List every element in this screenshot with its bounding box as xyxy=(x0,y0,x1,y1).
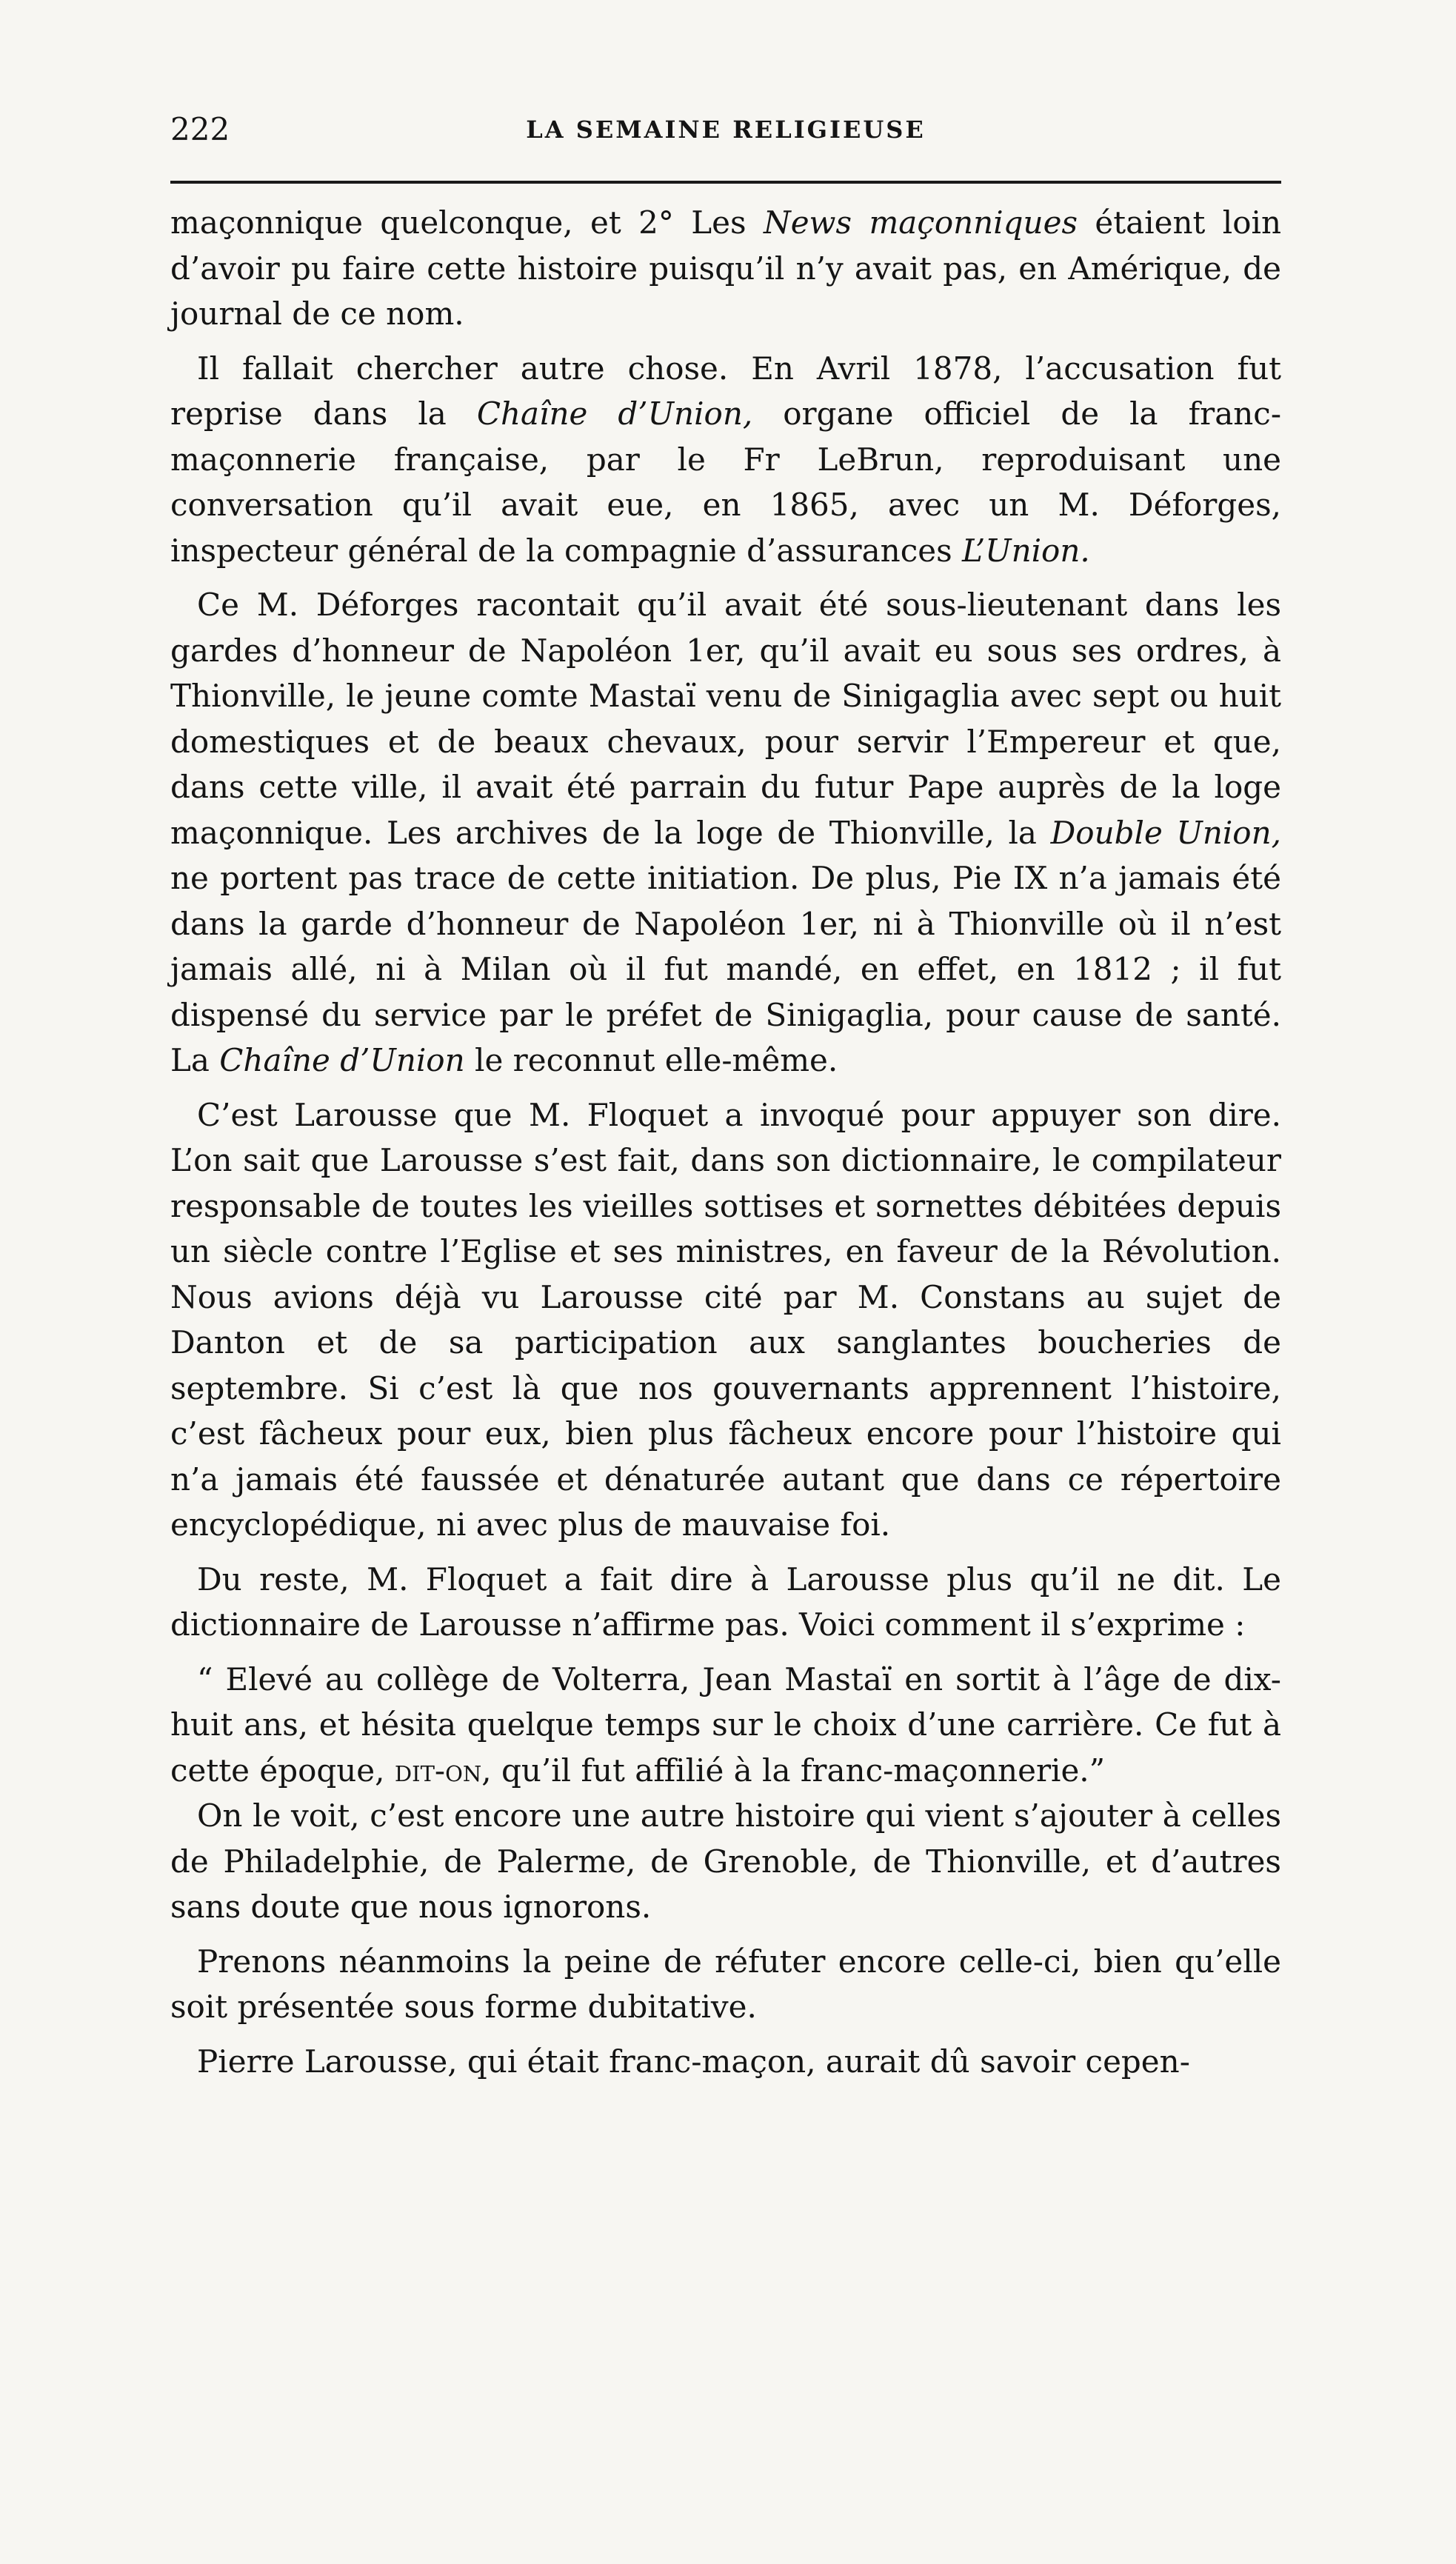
paragraph-7: On le voit, c’est encore une autre histoire qui vient s’ajouter à celles de Philadelphie, de Palerme, de Grenoble, de Thionville, et d’autres sans doute que nous ignorons. xyxy=(170,1797,1281,1925)
running-head xyxy=(170,111,1281,156)
italic-title: Double Union, xyxy=(1050,814,1281,851)
paragraph-1 xyxy=(170,200,1281,337)
quotation xyxy=(170,1657,1281,1794)
italic-title: Chaîne d’Union, xyxy=(476,395,753,432)
text-run: “ Elevé au collège de Volterra, Jean Mastaï en sortit à l’âge de dix-huit ans, et hésita quelque temps sur le choix d’une carrière. Ce fut à cette époque, xyxy=(170,1660,1281,1789)
page xyxy=(170,111,1281,2093)
text-run: organe officiel de la franc-maçonnerie française, par le Fr LeBrun, reproduisant une conversation qu’il avait eue, en 1865, avec un M. Déforges, inspecteur général de la compagnie d’assurances xyxy=(170,395,1282,569)
paragraph-8: Prenons néanmoins la peine de réfuter encore celle-ci, bien qu’elle soit présentée sous forme dubitative. xyxy=(170,1943,1281,2025)
italic-title: L’Union. xyxy=(962,532,1090,569)
paragraph-3 xyxy=(170,582,1281,1084)
text-run: étaient loin d’avoir pu faire cette histoire puisqu’il n’y avait pas, en Amérique, de journal de ce nom. xyxy=(170,204,1281,332)
text-run: Ce M. Déforges racontait qu’il avait été sous-lieutenant dans les gardes d’honneur de Napoléon 1er, qu’il avait eu sous ses ordres, à Thionville, le jeune comte Mastaï venu de Sinigaglia avec sept ou huit domestiques et de beaux chevaux, pour servir l’Empereur et que, dans cette ville, il avait été parrain du futur Pape auprès de la loge maçonnique. Les archives de la loge de Thionville, la xyxy=(170,587,1281,851)
paragraph-9: Pierre Larousse, qui était franc-maçon, aurait dû savoir cepen- xyxy=(197,2043,1190,2080)
body-text xyxy=(170,200,1281,2084)
running-title: LA SEMAINE RELIGIEUSE xyxy=(526,116,926,144)
paragraph-5: Du reste, M. Floquet a fait dire à Larousse plus qu’il ne dit. Le dictionnaire de Larousse n’affirme pas. Voici comment il s’exprime : xyxy=(170,1560,1281,1643)
small-caps-run: dit-on, xyxy=(394,1752,492,1789)
text-run: Il fallait chercher autre chose. En Avril 1878, l’accusation fut reprise dans la xyxy=(170,350,1281,432)
text-run: maçonnique quelconque, et 2° Les xyxy=(170,204,764,241)
text-run: le reconnut elle-même. xyxy=(464,1042,838,1078)
header-rule xyxy=(170,181,1281,184)
italic-title: Chaîne d’Union xyxy=(219,1042,465,1078)
italic-title: News maçonniques xyxy=(763,204,1078,241)
page-number: 222 xyxy=(170,111,230,147)
paragraph-2 xyxy=(170,346,1281,574)
paragraph-4: C’est Larousse que M. Floquet a invoqué pour appuyer son dire. L’on sait que Larousse s’est fait, dans son dictionnaire, le compilateur responsable de toutes les vieilles sottises et sornettes débitées depuis un siècle contre l’Eglise et ses ministres, en faveur de la Révolution. Nous avions déjà vu Larousse cité par M. Constans au sujet de Danton et de sa participation aux sanglantes boucheries de septembre. Si c’est là que nos gouvernants apprennent l’histoire, c’est fâcheux pour eux, bien plus fâcheux encore pour l’histoire qui n’a jamais été faussée et dénaturée autant que dans ce répertoire encyclopédique, ni avec plus de mauvaise foi. xyxy=(170,1096,1281,1543)
text-run: qu’il fut affilié à la franc-maçonnerie.” xyxy=(491,1752,1106,1789)
text-run: ne portent pas trace de cette initiation. De plus, Pie IX n’a jamais été dans la garde d’honneur de Napoléon 1er, ni à Thionville où il n’est jamais allé, ni à Milan où il fut mandé, en effet, en 1812 ; il fut dispensé du service par le préfet de Sinigaglia, pour cause de santé. La xyxy=(170,860,1281,1078)
